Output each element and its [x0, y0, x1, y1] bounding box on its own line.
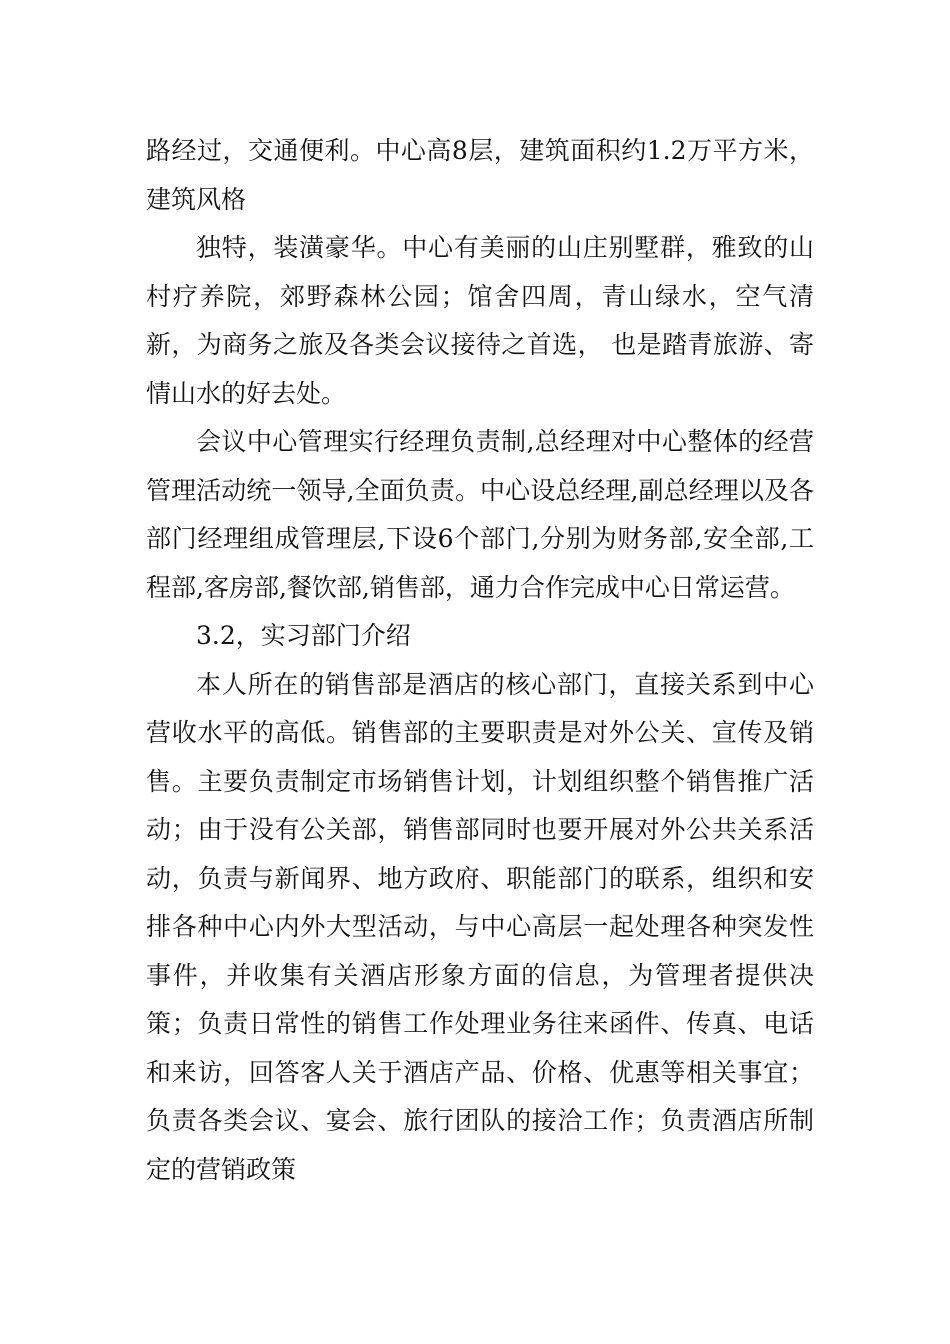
paragraph-intro-continued: 路经过，交通便利。中心高8层，建筑面积约1.2万平方米，建筑风格	[146, 136, 814, 214]
document-body	[146, 127, 814, 1194]
paragraph-sales-department: 本人所在的销售部是酒店的核心部门，直接关系到中心营收水平的高低。销售部的主要职责是对外公关、宣传及销售。主要负责制定市场销售计划，计划组织整个销售推广活动；由于没有公关部，销售部同时也要开展对外公共关系活动，负责与新闻界、地方政府、职能部门的联系，组织和安排各种中心内外大型活动，与中心高层一起处理各种突发性事件，并收集有关酒店形象方面的信息，为管理者提供决策；负责日常性的销售工作处理业务往来函件、传真、电话和来访，回答客人关于酒店产品、价格、优惠等相关事宜；负责各类会议、宴会、旅行团队的接洽工作；负责酒店所制定的营销政策	[146, 669, 814, 1184]
paragraph-center-features: 独特，装潢豪华。中心有美丽的山庄别墅群，雅致的山村疗养院，郊野森林公园；馆舍四周，青山绿水，空气清新，为商务之旅及各类会议接待之首选， 也是踏青旅游、寄情山水的好去处。	[146, 233, 814, 408]
section-heading-internship-department: 3.2，实习部门介绍	[196, 621, 411, 650]
paragraph-management-structure: 会议中心管理实行经理负责制,总经理对中心整体的经营管理活动统一领导,全面负责。中心设总经理,副总经理以及各部门经理组成管理层,下设6个部门,分别为财务部,安全部,工程部,客房部,餐饮部,销售部，通力合作完成中心日常运营。	[146, 427, 814, 602]
